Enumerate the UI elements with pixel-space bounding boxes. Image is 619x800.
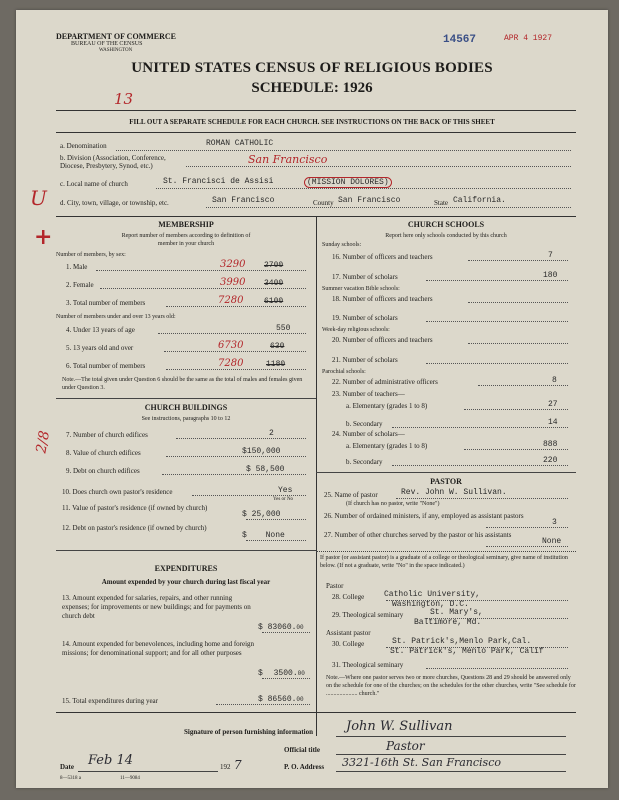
q5-old-value: 630	[270, 342, 285, 351]
assistant-pastor-label: Assistant pastor	[326, 629, 371, 637]
margin-mark-plus: +	[34, 224, 53, 250]
print-number: 11—9084	[120, 776, 140, 781]
signature-label: Signature of person furnishing information	[184, 728, 313, 736]
membership-heading: MEMBERSHIP	[158, 220, 214, 229]
q11-value: 25,000	[251, 510, 281, 519]
instruction-line: FILL OUT A SEPARATE SCHEDULE FOR EACH CHURCH. SEE INSTRUCTIONS ON THE BACK OF THIS SHEET	[129, 118, 495, 126]
q11-label: 11. Value of pastor's residence (if owned by church)	[62, 504, 208, 512]
column-divider	[316, 216, 317, 736]
q14-label: 14. Amount expended for benevolences, including home and foreign missions; for denominational support; and for all other purposes	[62, 640, 255, 657]
pastor-heading: PASTOR	[430, 477, 462, 486]
header-rule	[56, 110, 576, 111]
graduate-note: If pastor (or assistant pastor) is a graduate of a college or theological seminary, give name of institution below. (If not a graduate, write "No" in the space indicated.)	[320, 555, 568, 569]
q14-dollar-value: $ 3500.00	[258, 669, 305, 678]
city-value: San Francisco	[212, 196, 275, 205]
q9-label: 9. Debt on church edifices	[66, 467, 140, 475]
q1-old-value: 2700	[264, 261, 284, 270]
date-value: Feb 14	[88, 753, 133, 768]
signature-value: John W. Sullivan	[346, 719, 453, 734]
q9-value: 58,500	[255, 465, 285, 474]
stamp-number: 14567	[443, 34, 477, 46]
q25-value: Rev. John W. Sullivan.	[401, 488, 507, 497]
q24a-label: a. Elementary (grades 1 to 8)	[346, 442, 428, 450]
q10-hint: Yes or No	[273, 497, 294, 502]
dept-name: DEPARTMENT OF COMMERCE	[56, 32, 177, 41]
q24b-value: 220	[543, 456, 558, 465]
q30-value: St. Patrick's,Menlo Park,Cal.	[392, 637, 532, 646]
age-intro: Number of members under and over 13 years old:	[56, 314, 176, 320]
po-address-label: P. O. Address	[284, 763, 325, 771]
buildings-sub: See instructions, paragraphs 10 to 12	[141, 416, 231, 422]
q6-value: 7280	[218, 358, 244, 369]
q6-label: 6. Total number of members	[66, 362, 146, 370]
q2-old-value: 3400	[264, 279, 284, 288]
q12-dollar-value: $ None	[242, 531, 285, 540]
census-schedule-sheet	[16, 10, 608, 788]
expenditures-sub: Amount expended by your church during last fiscal year	[101, 578, 271, 586]
bureau-name: BUREAU OF THE CENSUS	[71, 41, 143, 47]
q31-label: 31. Theological seminary	[332, 661, 404, 669]
parochial-label: Parochial schools:	[322, 369, 366, 375]
q9-dollar-value: $ 58,500	[246, 465, 285, 474]
q27-label: 27. Number of other churches served by the pastor or his assistants	[324, 531, 512, 539]
local-name-label: c. Local name of church	[60, 180, 128, 188]
form-title: UNITED STATES CENSUS OF RELIGIOUS BODIES	[131, 60, 493, 76]
official-title-label: Official title	[284, 746, 320, 754]
q26-value: 3	[552, 518, 557, 527]
q4-value: 550	[276, 324, 291, 333]
q24-label: 24. Number of scholars—	[332, 430, 405, 438]
pastor-sub-label: Pastor	[326, 582, 344, 590]
expenditures-heading: EXPENDITURES	[154, 564, 218, 573]
q8-dollar-value: $150,000	[242, 447, 281, 456]
handwritten-number: 13	[114, 90, 134, 108]
q23a-value: 27	[548, 400, 558, 409]
q3-old-value: 6100	[264, 297, 284, 306]
q17-label: 17. Number of scholars	[332, 273, 398, 281]
q23-label: 23. Number of teachers—	[332, 390, 405, 398]
q24b-label: b. Secondary	[346, 458, 383, 466]
q11-dollar-value: $ 25,000	[242, 510, 281, 519]
q18-label: 18. Number of officers and teachers	[332, 295, 433, 303]
q14-value: 3500.	[273, 669, 298, 678]
q20-label: 20. Number of officers and teachers	[332, 336, 433, 344]
q16-value: 7	[548, 251, 553, 260]
q6-old-value: 1180	[266, 360, 286, 369]
q14-cents: 00	[297, 670, 305, 677]
county-value: San Francisco	[338, 196, 401, 205]
division-label: b. Division (Association, Conference, Diocese, Presbytery, Synod, etc.)	[60, 154, 166, 170]
q4-label: 4. Under 13 years of age	[66, 326, 135, 334]
q23a-label: a. Elementary (grades 1 to 8)	[346, 402, 428, 410]
q21-label: 21. Number of scholars	[332, 356, 398, 364]
q13-cents: 00	[296, 624, 304, 631]
q29-label: 29. Theological seminary	[332, 611, 404, 619]
state-label: State	[434, 199, 448, 207]
schools-heading: CHURCH SCHOOLS	[407, 220, 485, 229]
header-rule-2	[56, 132, 576, 133]
schools-intro: Report here only schools conducted by this church	[385, 233, 507, 239]
q27-value: None	[542, 537, 562, 546]
membership-intro-2: member in your church	[157, 241, 215, 247]
buildings-heading: CHURCH BUILDINGS	[144, 403, 228, 412]
q23b-label: b. Secondary	[346, 420, 383, 428]
received-date-stamp: APR 4 1927	[504, 34, 553, 43]
q26-label: 26. Number of ordained ministers, if any, employed as assistant pastors	[324, 512, 524, 520]
q30-label: 30. College	[332, 640, 365, 648]
q8-value: 150,000	[246, 447, 281, 456]
q28-value-2: Washington, D.C.	[392, 600, 469, 609]
q24a-value: 888	[543, 440, 558, 449]
year-digit: 7	[234, 758, 242, 772]
q15-dollar-value: $ 86560.00	[258, 695, 304, 704]
q19-label: 19. Number of scholars	[332, 314, 398, 322]
q7-value: 2	[269, 429, 274, 438]
q13-value: 83060.	[267, 623, 297, 632]
official-title-value: Pastor	[386, 739, 425, 753]
by-sex-label: Number of members, by sex:	[56, 252, 126, 258]
local-name-mission: (MISSION DOLORES)	[304, 177, 392, 188]
weekday-label: Week-day religious schools:	[322, 327, 390, 333]
q15-cents: 00	[296, 696, 304, 703]
q2-label: 2. Female	[66, 281, 94, 289]
bureau-city: WASHINGTON	[99, 48, 133, 53]
q16-label: 16. Number of officers and teachers	[332, 253, 433, 261]
po-address-value: 3321-16th St. San Francisco	[342, 756, 501, 769]
q1-value: 3290	[220, 259, 246, 270]
q8-label: 8. Value of church edifices	[66, 449, 141, 457]
q2-value: 3990	[220, 277, 246, 288]
q28-label: 28. College	[332, 593, 365, 601]
q3-value: 7280	[218, 295, 244, 306]
denomination-value: ROMAN CATHOLIC	[206, 139, 274, 148]
form-number: 8—5318 a	[60, 776, 81, 781]
city-label: d. City, town, village, or township, etc.	[60, 199, 169, 207]
q7-label: 7. Number of church edifices	[66, 431, 148, 439]
q30-value-2: St. Patrick's, Menlo Park, Calif	[390, 647, 544, 656]
q5-value: 6730	[218, 340, 244, 351]
q22-label: 22. Number of administrative officers	[332, 378, 438, 386]
q25-hint: (If church has no pastor, write "None")	[346, 501, 440, 507]
q1-label: 1. Male	[66, 263, 88, 271]
state-value: California.	[453, 196, 506, 205]
q3-label: 3. Total number of members	[66, 299, 146, 307]
q28-value: Catholic University,	[384, 590, 481, 599]
q29-value-2: Baltimore, Md.	[414, 618, 482, 627]
summer-label: Summer vacation Bible schools:	[322, 286, 400, 292]
q12-label: 12. Debt on pastor's residence (if owned by church)	[62, 524, 207, 532]
q22-value: 8	[552, 376, 557, 385]
margin-mark-u: U	[30, 186, 47, 210]
q5-label: 5. 13 years old and over	[66, 344, 134, 352]
q15-value: 86560.	[267, 695, 297, 704]
q10-value: Yes	[278, 486, 293, 495]
q15-label: 15. Total expenditures during year	[62, 697, 158, 705]
county-label: County	[313, 199, 334, 207]
pastor-note: Note.—Where one pastor serves two or more churches, Questions 28 and 29 should be answered only on the schedule for one of the churches; on the schedules for the other churches, write "See schedule for ..................... church."	[326, 675, 576, 697]
q23b-value: 14	[548, 418, 558, 427]
year-prefix: 192	[220, 763, 231, 771]
q12-value: None	[265, 531, 285, 540]
form-subtitle: SCHEDULE: 1926	[251, 80, 373, 96]
q13-label: 13. Amount expended for salaries, repairs, and other running expenses; for improvements or new buildings; and for payments on church debt	[62, 594, 251, 620]
local-name-value: St. Francisci de Assisi	[163, 177, 274, 186]
sunday-label: Sunday schools:	[322, 242, 362, 248]
date-label: Date	[60, 763, 74, 771]
q10-label: 10. Does church own pastor's residence	[62, 488, 173, 496]
denomination-label: a. Denomination	[60, 142, 107, 150]
q29-value: St. Mary's,	[430, 608, 483, 617]
q25-label: 25. Name of pastor	[324, 491, 378, 499]
q17-value: 180	[543, 271, 558, 280]
q13-dollar-value: $ 83060.00	[258, 623, 304, 632]
division-value: San Francisco	[248, 153, 328, 166]
membership-intro: Report number of members according to definition of	[121, 233, 251, 239]
margin-mark-side: 2/8	[33, 429, 54, 455]
membership-note: Note.—The total given under Question 6 should be the same as the total of males and females given under Question 3.	[62, 377, 303, 391]
